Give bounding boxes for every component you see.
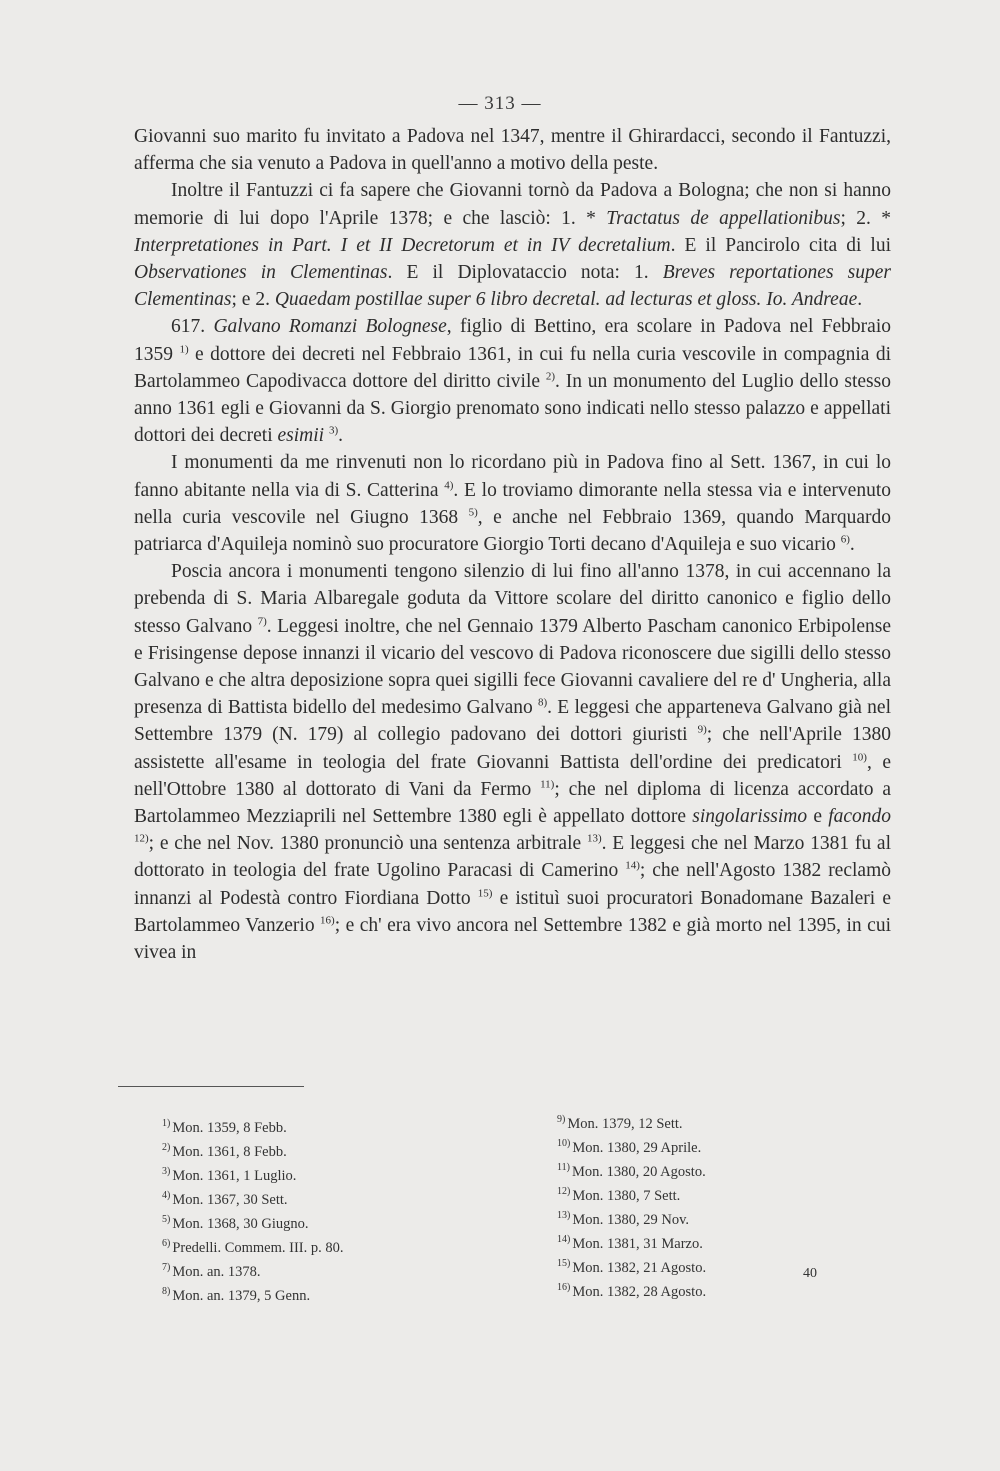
text-run: e dottore dei decreti nel Febbraio 1361, in cui fu nella curia vescovile in compagnia di Bartolammeo Capodivacca dottore del diritto civile — [134, 343, 891, 392]
text-run: . E lo troviamo dimorante nella stessa via e intervenuto nella curia vescovile nel Giugno 1368 — [134, 479, 891, 528]
footnote-ref: 13) — [586, 832, 602, 845]
footnote-mark: 4) — [162, 1190, 171, 1202]
footnote-text: Mon. 1361, 8 Febb. — [172, 1143, 287, 1160]
footnote — [162, 1114, 492, 1138]
footnote-divider — [118, 1086, 304, 1087]
footnote — [162, 1210, 492, 1234]
footnote-ref: 11) — [540, 778, 555, 791]
footnote-text: Mon. an. 1378. — [172, 1264, 261, 1281]
footnote — [162, 1258, 492, 1282]
footnote-ref: 14) — [625, 859, 640, 872]
footnote-text: Mon. 1380, 29 Aprile. — [572, 1139, 702, 1156]
footnotes-right — [557, 1110, 887, 1302]
text-run: . E il Pancirolo cita di lui — [670, 234, 891, 256]
footnote-ref: 8) — [538, 696, 548, 709]
footnote-mark: 6) — [162, 1238, 171, 1250]
paragraph — [134, 449, 891, 558]
footnote-mark: 1) — [162, 1118, 171, 1129]
italic-text: facondo — [828, 806, 892, 828]
text-run: Giovanni suo marito fu invitato a Padova nel 1347, mentre il Ghirardacci, secondo il Fantuzzi, afferma che sia venuto a Padova in quell'anno a motivo della peste. — [134, 126, 891, 175]
footnote — [557, 1158, 887, 1182]
text-run: I monumenti da me rinvenuti non lo ricordano più in Padova fino al Sett. 1367, in cui lo fanno abitante nella via di S. Catterina — [134, 452, 891, 501]
footnote-mark: 13) — [557, 1210, 571, 1222]
italic-text: singolarissimo — [692, 806, 808, 828]
text-run: 617. — [171, 316, 214, 338]
footnote-text: Mon. 1379, 12 Sett. — [567, 1115, 683, 1132]
footnote-text: Mon. 1359, 8 Febb. — [172, 1119, 287, 1136]
page-number: — 313 — — [458, 93, 542, 114]
footnote — [557, 1110, 887, 1134]
footnote-mark: 3) — [162, 1166, 171, 1178]
footnote-ref: 3) — [328, 424, 339, 437]
footnote-mark: 9) — [557, 1114, 566, 1125]
paragraph — [134, 123, 891, 177]
text-run: e — [807, 806, 829, 828]
signature-mark: 40 — [803, 1266, 817, 1281]
footnote — [162, 1138, 492, 1162]
text-run: Poscia ancora i monumenti tengono silenzio di lui fino all'anno 1378, in cui accennano la prebenda di S. Maria Albaregale goduta da Vittore scolare del diritto canonico e figlio dello stesso Galvano — [134, 561, 891, 637]
text-run: . In un monumento del Luglio dello stesso anno 1361 egli e Giovanni da S. Giorgio prenomato sono indicati nello stesso palazzo e appellati dottori dei decreti — [134, 370, 891, 447]
italic-text: Tractatus de appellationibus — [606, 207, 841, 229]
italic-text: Quaedam postillae super 6 libro decretal. ad lecturas et gloss. Io. Andreae — [274, 289, 858, 311]
text-run: ; e che nel Nov. 1380 pronunciò una sentenza arbitrale — [148, 833, 587, 855]
text-run: ; e ch' era vivo ancora nel Settembre 1382 e già morto nel 1395, in cui vivea in — [134, 914, 891, 964]
footnote — [162, 1162, 492, 1186]
footnote-mark: 2) — [162, 1142, 171, 1154]
footnote-text: Mon. 1382, 21 Agosto. — [572, 1260, 707, 1277]
text-run: ; che nell'Agosto 1382 reclamò innanzi al Podestà contro Fiordiana Dotto — [134, 860, 891, 909]
footnote-mark: 14) — [557, 1234, 571, 1246]
italic-text: esimii — [277, 425, 325, 447]
footnote — [162, 1186, 492, 1210]
italic-text: Breves reportationes super Clementinas — [134, 262, 891, 311]
footnote-mark: 12) — [557, 1186, 571, 1198]
footnote-text: Mon. 1368, 30 Giugno. — [172, 1215, 309, 1232]
body-text — [134, 123, 891, 966]
italic-text: Interpretationes in Part. I et II Decretorum et in IV decretalium — [134, 234, 671, 256]
footnote-ref: 15) — [477, 887, 493, 900]
footnote-mark: 8) — [162, 1286, 171, 1298]
footnote-ref: 16) — [320, 914, 335, 927]
text-run: . Leggesi inoltre, che nel Gennaio 1379 Alberto Pascham canonico Erbipolense e Frisingense depose innanzi il vicario del vescovo di Padova riconoscere due sigilli dello stesso Galvano e che altra deposizione sopra quei sigilli fece Giovanni cavaliere del re d' Ungheria, alla presenza di Battista bidello del medesimo Galvano — [134, 615, 891, 719]
footnote — [557, 1134, 887, 1158]
text-run: . E leggesi che apparteneva Galvano già nel Settembre 1379 (N. 179) al collegio padovano dei dottori giuristi — [134, 697, 891, 746]
italic-text: Galvano Romanzi Bolognese — [213, 316, 447, 338]
footnote-text: Mon. 1367, 30 Sett. — [172, 1191, 288, 1208]
footnote-ref: 1) — [179, 343, 189, 356]
footnote-ref: 5) — [468, 506, 478, 519]
footnote-ref: 12) — [134, 832, 149, 845]
paragraph — [134, 177, 891, 313]
footnote-text: Mon. 1380, 29 Nov. — [572, 1211, 690, 1228]
text-run: . — [857, 289, 863, 311]
text-run: . E il Diplovataccio nota: 1. — [387, 262, 663, 284]
text-run: . — [338, 425, 344, 447]
footnote-mark: 16) — [557, 1282, 571, 1294]
footnote-text: Mon. 1380, 20 Agosto. — [571, 1163, 706, 1180]
footnote-mark: 7) — [162, 1262, 171, 1274]
footnote-mark: 15) — [557, 1258, 571, 1270]
text-run: ; che nel diploma di licenza accordato a Bartolammeo Mezziaprili nel Settembre 1380 egli è appellato dottore — [134, 778, 891, 828]
footnote-ref: 2) — [545, 370, 556, 383]
footnote-ref: 6) — [840, 533, 850, 546]
footnote-ref: 4) — [444, 479, 454, 492]
footnote-ref: 10) — [852, 751, 867, 764]
footnote-mark: 5) — [162, 1214, 171, 1226]
footnote-text: Mon. 1361, 1 Luglio. — [172, 1167, 297, 1184]
footnote-mark: 11) — [557, 1162, 570, 1174]
footnote-mark: 10) — [557, 1138, 571, 1150]
footnote — [557, 1278, 887, 1302]
text-run: , e nell'Ottobre 1380 al dottorato di Vani da Fermo — [134, 751, 891, 800]
footnote-text: Mon. 1380, 7 Sett. — [572, 1187, 681, 1204]
footnotes-left — [162, 1114, 492, 1306]
text-run: , e anche nel Febbraio 1369, quando Marquardo patriarca d'Aquileja nominò suo procuratore Giorgio Torti decano d'Aquileja e suo vicario — [134, 506, 891, 556]
text-run: Inoltre il Fantuzzi ci fa sapere che Giovanni tornò da Padova a Bologna; che non si hanno memorie di lui dopo l'Aprile 1378; e che lasciò: 1. * — [134, 180, 891, 229]
footnote — [162, 1234, 492, 1258]
footnote — [162, 1282, 492, 1306]
footnote — [557, 1254, 887, 1278]
footnote-text: Mon. an. 1379, 5 Genn. — [172, 1288, 311, 1305]
paragraph — [134, 313, 891, 449]
italic-text: Observationes in Clementinas — [134, 262, 388, 284]
footnote — [557, 1230, 887, 1254]
footnote-text: Predelli. Commem. III. p. 80. — [172, 1239, 344, 1256]
footnote-text: Mon. 1382, 28 Agosto. — [572, 1284, 707, 1301]
footnote-ref: 9) — [697, 723, 707, 736]
text-run: , figlio di Bettino, era scolare in Padova nel Febbraio 1359 — [134, 316, 892, 365]
footnote-ref: 7) — [257, 615, 267, 628]
footnote-text: Mon. 1381, 31 Marzo. — [572, 1235, 703, 1252]
paragraph — [134, 558, 891, 966]
footnote — [557, 1182, 887, 1206]
text-run: ; 2. * — [840, 207, 892, 229]
text-run: . — [849, 534, 855, 556]
footnote — [557, 1206, 887, 1230]
text-run: . E leggesi che nel Marzo 1381 fu al dottorato in teologia del frate Ugolino Paracasi di Camerino — [134, 833, 891, 882]
text-run: e istituì suoi procuratori Bonadomane Bazaleri e Bartolammeo Vanzerio — [134, 887, 891, 936]
text-run: ; e 2. — [231, 289, 275, 311]
text-run: ; che nell'Aprile 1380 assistette all'esame in teologia del frate Giovanni Battista dell'ordine dei predicatori — [134, 724, 891, 773]
